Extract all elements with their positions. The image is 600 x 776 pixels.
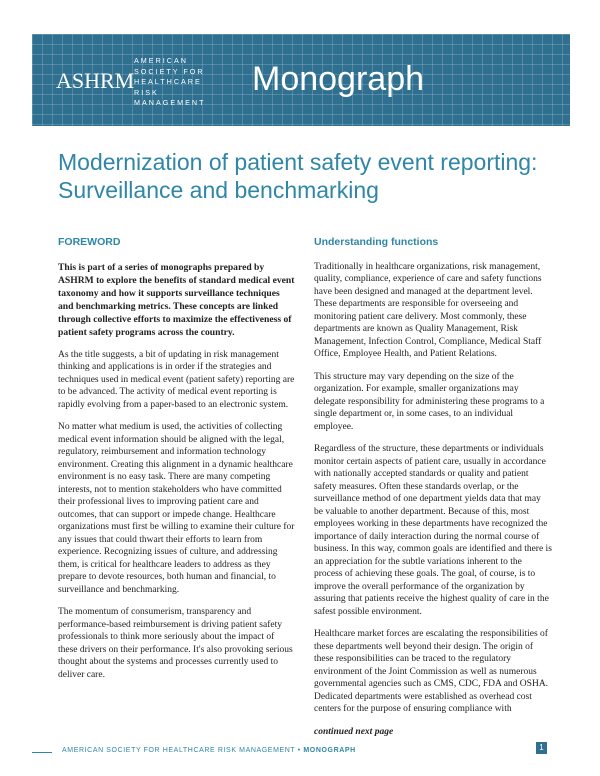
paragraph: Regardless of the structure, these departments or individuals monitor certain aspects of patient care, usually in accordance with nationally accepted standards or quality and patient safety measures. Often these standards overlap, or the surveillance method of one department yields data that may be valuable to another department. Because of this, most employees working in these departments have recognized the importance of daily interaction during the normal course of business. In this way, common goals are identified and there is an appreciation for the subtle variations inherent to the process of achieving these goals. The goal, of course, is to improve the overall performance of the organization by assuring that patients receive the highest quality of care in the safest possible environment. xyxy=(314,444,552,617)
footer-separator: • xyxy=(297,747,301,754)
org-line: HEALTHCARE xyxy=(134,77,202,86)
header-banner xyxy=(32,34,570,126)
footer-rule xyxy=(32,752,52,753)
section-heading: Understanding functions xyxy=(314,236,439,248)
continued-note: continued next page xyxy=(314,726,394,737)
paragraph: Traditionally in healthcare organizations, risk management, quality, compliance, experience of care and safety functions have been designed and managed at the department level. These departments are responsible for overseeing and monitoring patient care delivery. Most commonly, these departments are known as Quality Management, Risk Management, Infection Control, Compliance, Medical Staff Office, Employee Health, and Patient Relations. xyxy=(314,261,542,359)
paragraph: This structure may vary depending on the size of the organization. For example, smaller organizations may delegate responsibility for administering these programs to a single department or, in some cases, to an individual employee. xyxy=(314,371,545,432)
foreword-heading: FOREWORD xyxy=(58,236,121,248)
org-line: SOCIETY FOR xyxy=(134,66,205,76)
foreword-lead: This is part of a series of monographs prepared by ASHRM to explore the benefits of standard medical event taxonomy and how it supports surveillance techniques and benchmarking metrics. These concepts are linked through collective efforts to maximize the effectiveness of patient safety programs across the country. xyxy=(58,261,295,338)
org-name xyxy=(134,56,206,109)
right-column xyxy=(314,236,552,738)
paragraph: Healthcare market forces are escalating the responsibilities of these departments well beyond their design. The origin of these responsibilities can be traced to the regulatory environment of the Joint Commission as well as numerous governmental agencies such as CMS, CDC, FDA and OSHA. Dedicated departments were established as overhead cost centers for the purpose of ensuring compliance with xyxy=(314,629,549,714)
org-line: AMERICAN xyxy=(134,56,188,65)
footer-label: MONOGRAPH xyxy=(303,747,356,754)
footer xyxy=(62,747,356,754)
page-number: 1 xyxy=(536,742,547,754)
monograph-label: Monograph xyxy=(252,60,425,98)
footer-org: AMERICAN SOCIETY FOR HEALTHCARE RISK MANAGEMENT xyxy=(62,747,296,754)
paragraph: The momentum of consumerism, transparency and performance-based reimbursement is driving patient safety professionals to think more seriously about the impact of these drivers on their performance. It's also provoking serious thought about the systems and processes currently used to deliver care. xyxy=(58,607,293,680)
org-line: MANAGEMENT xyxy=(134,98,206,107)
org-line: RISK xyxy=(134,87,159,97)
left-column xyxy=(58,236,296,691)
paragraph: As the title suggests, a bit of updating in risk management thinking and applications is in order if the strategies and techniques used in medical event (patient safety) reporting are to be advanced. The activity of medical event reporting is rapidly evolving from a paper-based to an electronic system. xyxy=(58,349,295,410)
page-title: Modernization of patient safety event reporting: Surveillance and benchmarking xyxy=(58,149,538,203)
paragraph: No matter what medium is used, the activities of collecting medical event information should be aligned with the legal, regulatory, reimbursement and information technology environment. Creating this alignment in a dynamic healthcare environment is no easy task. There are many competing interests, not to mention stakeholders who have committed their professional lives to improving patient care and outcomes, that can support or impede change. Healthcare organizations must first be willing to examine their culture for any issues that could thwart their efforts to learn from experience. Recognizing issues of culture, and addressing them, is critical for healthcare leaders to address as they prepare to devote resources, both human and financial, to surveillance and benchmarking. xyxy=(58,422,295,595)
ashrm-logo: ASHRM xyxy=(56,68,135,93)
